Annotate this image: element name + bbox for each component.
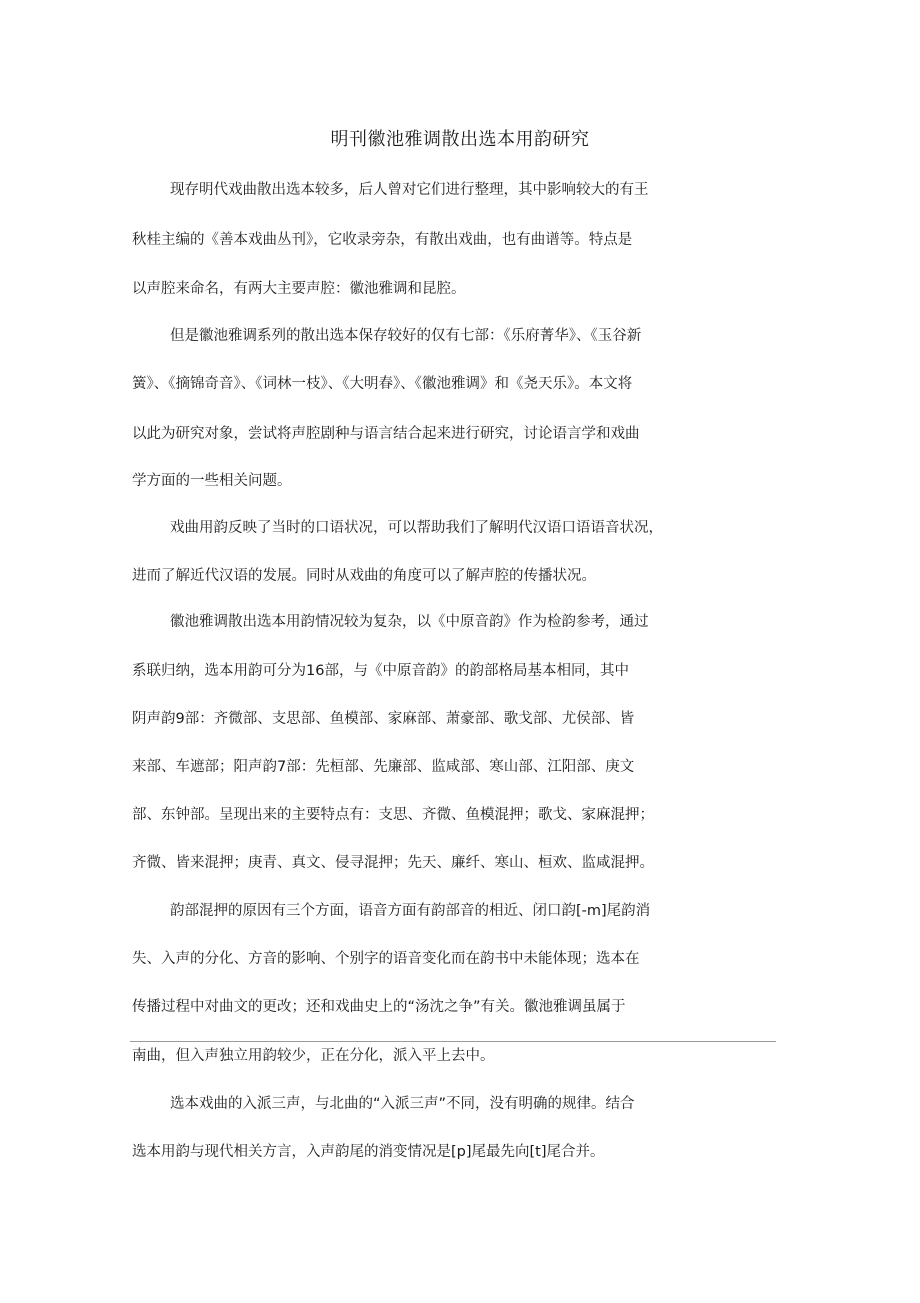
paragraph-line: 阴声韵9部：齐微部、支思部、鱼模部、家麻部、萧豪部、歌戈部、尤侯部、皆	[132, 711, 635, 727]
document-title: 明刊徽池雅调散出选本用韵研究	[330, 129, 590, 150]
paragraph-line: 以声腔来命名，有两大主要声腔：徽池雅调和昆腔。	[132, 281, 466, 297]
paragraph-line: 部、东钟部。呈现出来的主要特点有：支思、齐微、鱼模混押；歌戈、家麻混押；	[132, 807, 654, 823]
paragraph-line: 选本用韵与现代相关方言，入声韵尾的消变情况是[p]尾最先向[t]尾合并。	[132, 1144, 605, 1160]
paragraph-line: 但是徽池雅调系列的散出选本保存较好的仅有七部：《乐府菁华》、《玉谷新	[170, 328, 642, 344]
paragraph-line: 选本戏曲的入派三声，与北曲的“入派三声”不同，没有明确的规律。结合	[170, 1096, 635, 1112]
paragraph-line: 秋桂主编的《善本戏曲丛刊》，它收录旁杂，有散出戏曲，也有曲谱等。特点是	[132, 232, 633, 248]
paragraph-line: 韵部混押的原因有三个方面，语音方面有韵部音的相近、闭口韵[-m]尾韵消	[170, 903, 651, 919]
paragraph-line: 簧》、《摘锦奇音》、《词林一枝》、《大明春》、《徽池雅调》和《尧天乐》。本文将	[132, 376, 633, 392]
paragraph-line: 来部、车遮部；阳声韵7部：先桓部、先廉部、监咸部、寒山部、江阳部、庚文	[132, 759, 635, 775]
paragraph-line: 系联归纳，选本用韵可分为16部，与《中原音韵》的韵部格局基本相同，其中	[132, 663, 629, 679]
paragraph-line: 进而了解近代汉语的发展。同时从戏曲的角度可以了解声腔的传播状况。	[132, 568, 596, 584]
paragraph-line: 戏曲用韵反映了当时的口语状况，可以帮助我们了解明代汉语口语语音状况，	[170, 520, 663, 536]
paragraph-line: 齐微、皆来混押；庚青、真文、侵寻混押；先天、廉纤、寒山、桓欢、监咸混押。	[132, 855, 654, 871]
paragraph-line: 徽池雅调散出选本用韵情况较为复杂，以《中原音韵》作为检韵参考，通过	[170, 614, 649, 630]
paragraph-line: 以此为研究对象，尝试将声腔剧种与语言结合起来进行研究，讨论语言学和戏曲	[132, 426, 640, 442]
horizontal-rule	[130, 1041, 776, 1042]
paragraph-line: 现存明代戏曲散出选本较多，后人曾对它们进行整理，其中影响较大的有王	[170, 182, 649, 198]
paragraph-line: 南曲，但入声独立用韵较少，正在分化，派入平上去中。	[132, 1048, 495, 1064]
paragraph-line: 失、入声的分化、方音的影响、个别字的语音变化而在韵书中未能体现；选本在	[132, 951, 640, 967]
paragraph-line: 学方面的一些相关问题。	[132, 473, 292, 489]
paragraph-line: 传播过程中对曲文的更改；还和戏曲史上的“汤沈之争”有关。徽池雅调虽属于	[132, 999, 626, 1015]
